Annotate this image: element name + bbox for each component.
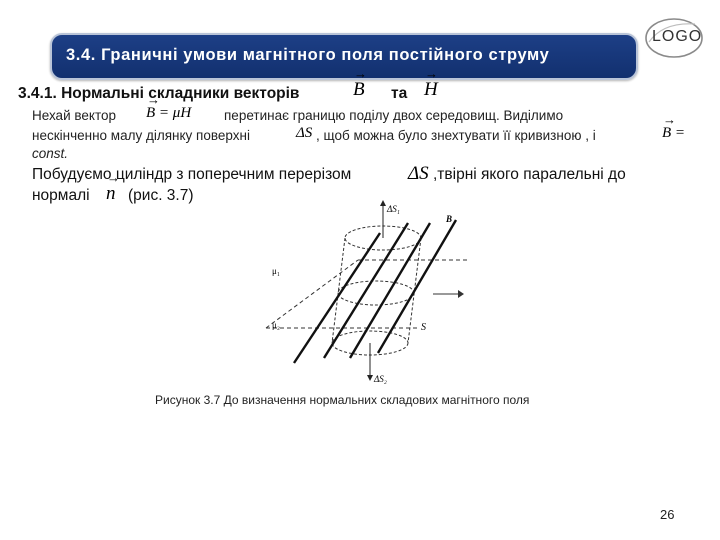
logo-text: LOGO [652, 28, 703, 45]
delta-s-symbol: ΔS [296, 125, 313, 141]
para2-line2-end: (рис. 3.7) [128, 187, 194, 204]
para2-line1-start: Побудуємо циліндр з поперечним перерізом [32, 166, 352, 183]
para2-line2-start: нормалі [32, 187, 90, 204]
normal-vector-n: → n [106, 183, 116, 205]
para1-start: Нехай вектор [32, 108, 116, 123]
para2-line1-end: ,твірні якого паралельні до [433, 166, 626, 183]
section-heading: 3.4.1. Нормальні складники векторів [18, 85, 300, 102]
page-number: 26 [660, 507, 675, 522]
slide-title: 3.4. Граничні умови магнітного поля постійного струму [66, 46, 550, 64]
heading-vector-b: → B [353, 79, 365, 101]
label-s: S [421, 322, 426, 333]
figure-caption: Рисунок 3.7 До визначення нормальних складових магнітного поля [155, 393, 530, 407]
b-equals-formula: → B = [662, 125, 685, 142]
para1-const: const. [32, 146, 69, 161]
label-b: B [446, 214, 453, 224]
para2-delta-s: ΔS [408, 163, 429, 184]
label-mu2: μ₂ [272, 320, 280, 330]
heading-vector-h: → H [424, 79, 438, 101]
para1-line2-end: , щоб можна було знехтувати її кривизною , і [316, 128, 596, 143]
figure-3-7-diagram [258, 198, 478, 388]
field-lines [294, 220, 456, 363]
title-bar [50, 33, 638, 80]
para1-line2-start: нескінченно малу ділянку поверхні [32, 128, 250, 143]
heading-and: та [391, 85, 408, 102]
label-mu1: μ₁ [272, 266, 280, 276]
formula-b-mu-h: → B = μH [146, 105, 191, 122]
para1-middle: перетинає границю поділу двох середовищ. Виділимо [224, 108, 564, 123]
label-ds1: ΔS₁ [387, 204, 400, 214]
label-ds2: ΔS₂ [374, 374, 387, 384]
cylinder-middle [338, 281, 414, 305]
